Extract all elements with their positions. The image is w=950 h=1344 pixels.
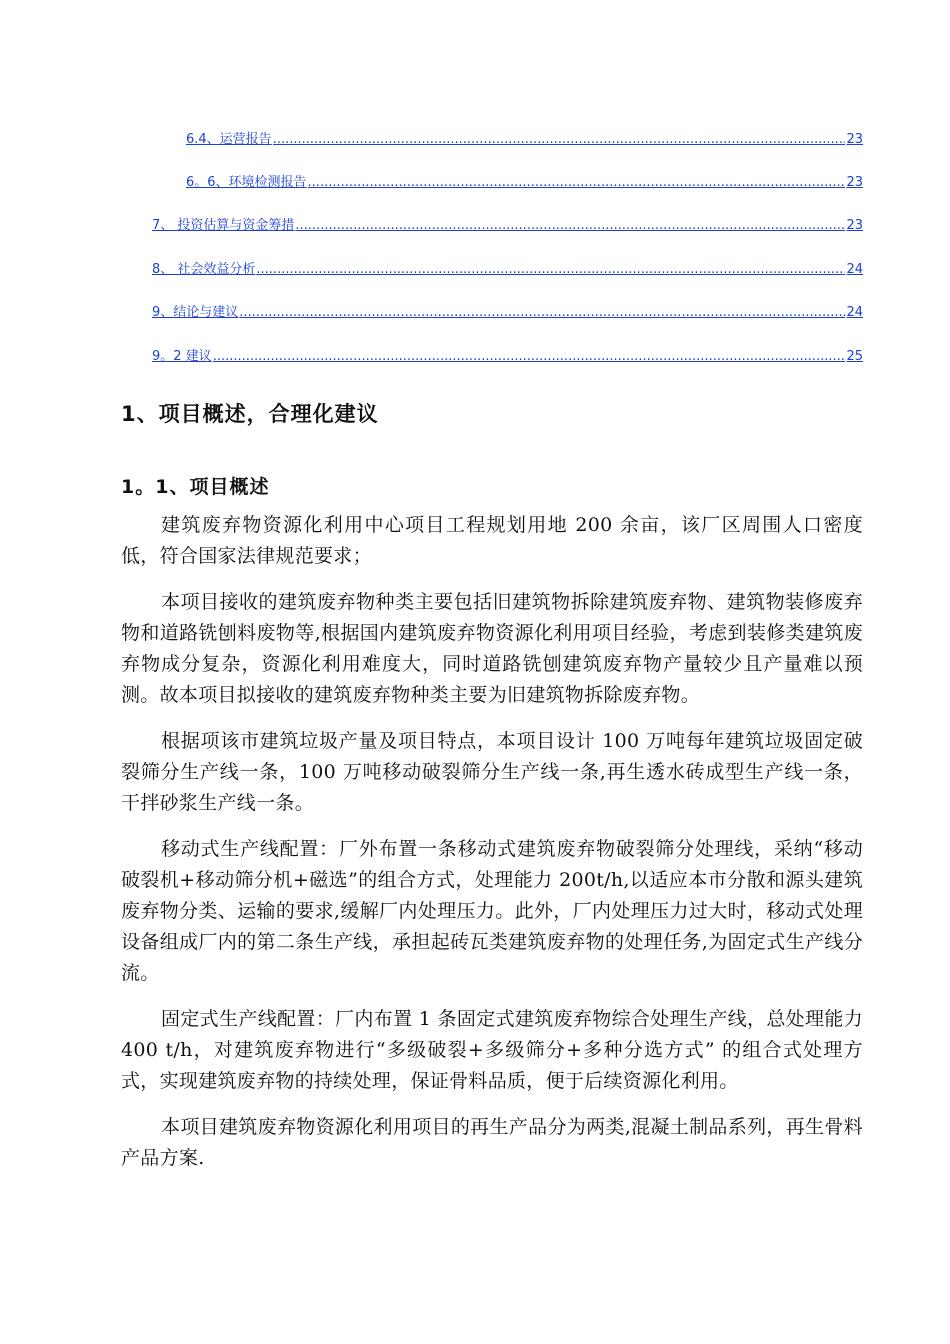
paragraph: 固定式生产线配置：厂内布置 1 条固定式建筑废弃物综合处理生产线，总处理能力 400 t/h，对建筑废弃物进行“多级破裂+多级筛分+多种分选方式” 的组合式处理方式，实现建筑废弃物的持续处理，保证骨料品质，便于后续资源化利用。 — [121, 1008, 863, 1092]
toc-entry-9-2[interactable] — [152, 345, 863, 363]
paragraph: 本项目接收的建筑废弃物种类主要包括旧建筑物拆除建筑废弃物、建筑物装修废弃物和道路铣刨料废物等,根据国内建筑废弃物资源化利用项目经验，考虑到装修类建筑废弃物成分复杂，资源化利用难度大，同时道路铣刨建筑废弃物产量较少且产量难以预测。故本项目拟接收的建筑废弃物种类主要为旧建筑物拆除废弃物。 — [121, 591, 863, 706]
toc-entry-page: 25 — [846, 349, 863, 364]
paragraph: 建筑废弃物资源化利用中心项目工程规划用地 200 余亩，该厂区周围人口密度低，符合国家法律规范要求； — [121, 514, 863, 567]
toc-leader-dots — [239, 305, 845, 320]
toc-entry-label: 7、 投资估算与资金筹措 — [152, 218, 295, 233]
toc-entry-page: 23 — [846, 132, 863, 147]
toc-leader-dots — [273, 132, 846, 147]
toc-entry-page: 23 — [846, 218, 863, 233]
toc-leader-dots — [256, 262, 845, 277]
toc-entry-6-6[interactable] — [186, 171, 863, 189]
toc-entry-page: 23 — [846, 175, 863, 190]
toc-leader-dots — [308, 175, 846, 190]
section-heading: 1、项目概述，合理化建议 — [121, 402, 379, 426]
toc-entry-8[interactable] — [152, 258, 863, 276]
toc-leader-dots — [213, 349, 846, 364]
toc-entry-7[interactable] — [152, 214, 863, 232]
toc-entry-6-4[interactable] — [186, 128, 863, 146]
paragraph: 根据项该市建筑垃圾产量及项目特点，本项目设计 100 万吨每年建筑垃圾固定破裂筛分生产线一条，100 万吨移动破裂筛分生产线一条,再生透水砖成型生产线一条，干拌砂浆生产线一条。 — [121, 730, 863, 814]
paragraph: 本项目建筑废弃物资源化利用项目的再生产品分为两类,混凝土制品系列，再生骨料产品方案. — [121, 1116, 863, 1169]
toc-leader-dots — [295, 218, 845, 233]
subsection-heading: 1。1、项目概述 — [121, 476, 270, 498]
toc-entry-label: 8、 社会效益分析 — [152, 262, 256, 277]
toc-entry-page: 24 — [846, 305, 863, 320]
toc-entry-page: 24 — [846, 262, 863, 277]
toc-entry-9[interactable] — [152, 301, 863, 319]
body-text — [121, 510, 863, 1189]
toc-entry-label: 9、结论与建议 — [152, 305, 239, 320]
toc-entry-label: 6.4、运营报告 — [186, 132, 272, 147]
toc-entry-label: 9。2 建议 — [152, 349, 212, 364]
paragraph: 移动式生产线配置：厂外布置一条移动式建筑废弃物破裂筛分处理线，采纳“移动破裂机+移动筛分机+磁选”的组合方式，处理能力 200t/h,以适应本市分散和源头建筑废弃物分类、运输的要求,缓解厂内处理压力。此外，厂内处理压力过大时，移动式处理设备组成厂内的第二条生产线，承担起砖瓦类建筑废弃物的处理任务,为固定式生产线分流。 — [121, 838, 863, 984]
toc-entry-label: 6。6、环境检测报告 — [186, 175, 307, 190]
